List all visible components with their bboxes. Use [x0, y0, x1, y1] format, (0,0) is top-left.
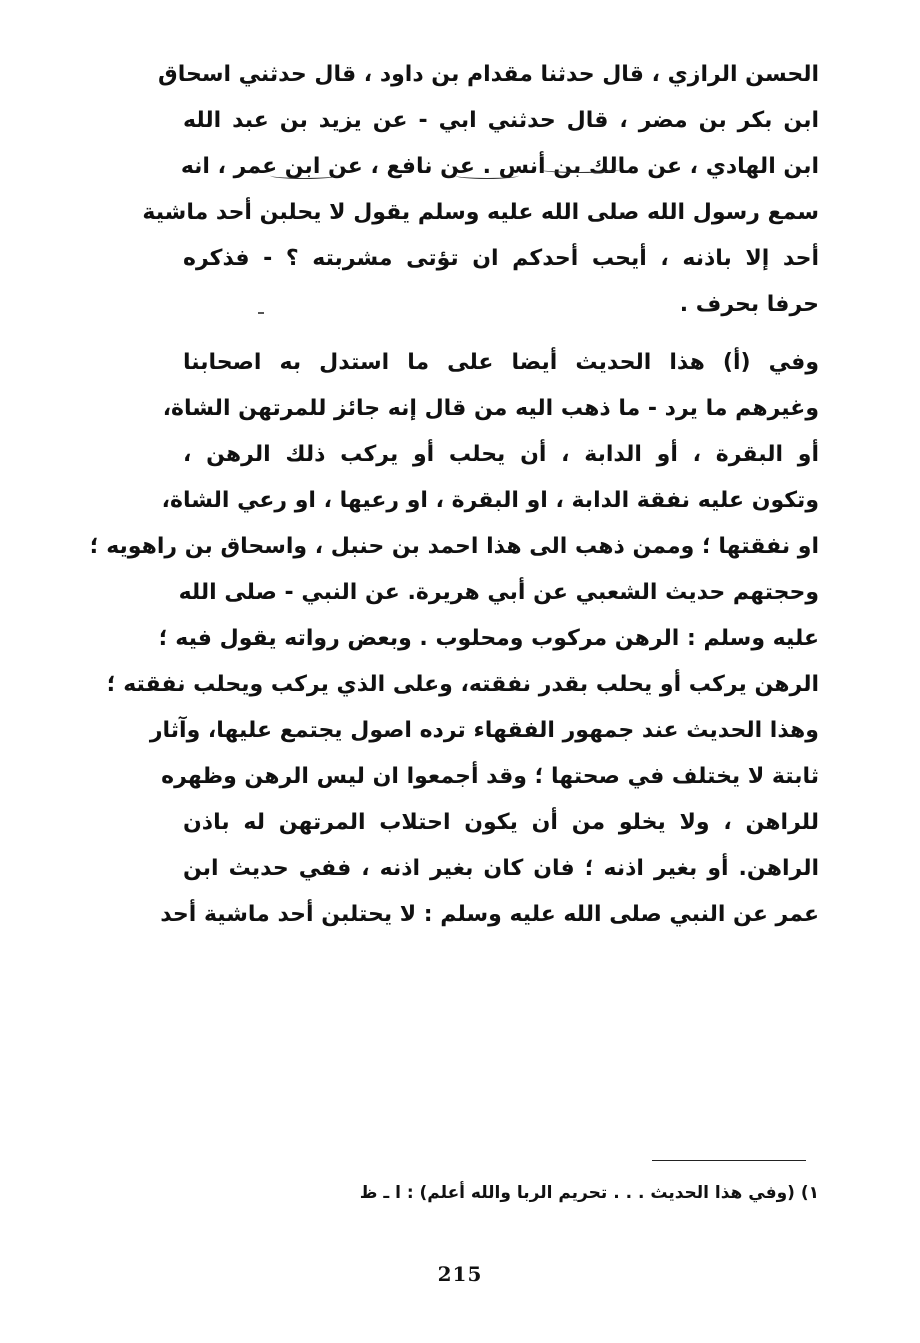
ink-speck: [258, 312, 264, 314]
text-line: او نفقتها ؛ وممن ذهب الى هذا احمد بن حنبل ، واسحاق بن راهويه ؛: [89, 534, 819, 559]
handwritten-underline: [540, 166, 620, 173]
footnote-separator: [652, 1160, 806, 1161]
text-line: وهذا الحديث عند جمهور الفقهاء ترده اصول يجتمع عليها، وآثار: [149, 718, 819, 743]
page-number: 215: [437, 1262, 483, 1286]
text-line: أحد إلا باذنه ، أيحب أحدكم ان تؤتى مشربته ؟ - فذكره: [183, 246, 819, 271]
text-line: للراهن ، ولا يخلو من أن يكون احتلاب المرتهن له باذن: [183, 810, 819, 835]
text-line: أو البقرة ، أو الدابة ، أن يحلب أو يركب ذلك الرهن ،: [183, 442, 819, 467]
text-line: ثابتة لا يختلف في صحتها ؛ وقد أجمعوا ان ليس الرهن وظهره: [161, 764, 819, 789]
text-line: الحسن الرازي ، قال حدثنا مقدام بن داود ، قال حدثني اسحاق: [158, 62, 819, 87]
text-line: ابن الهادي ، عن مالك بن أنس . عن نافع ، عن ابن عمر ، انه: [180, 154, 819, 179]
handwritten-underline: [455, 172, 519, 179]
text-line: وغيرهم ما يرد - ما ذهب اليه من قال إنه جائز للمرتهن الشاة،: [162, 396, 819, 421]
text-line: ابن بكر بن مضر ، قال حدثني ابي - عن يزيد بن عبد الله: [183, 108, 819, 133]
text-line: سمع رسول الله صلى الله عليه وسلم يقول لا يحلبن أحد ماشية: [142, 200, 819, 225]
handwritten-underline: [270, 172, 338, 179]
text-line: حرفا بحرف .: [679, 292, 819, 317]
text-line: عليه وسلم : الرهن مركوب ومحلوب . وبعض رواته يقول فيه ؛: [158, 626, 819, 651]
text-line: وحجتهم حديث الشعبي عن أبي هريرة. عن النبي - صلى الله: [178, 580, 819, 605]
text-line: عمر عن النبي صلى الله عليه وسلم : لا يحتلبن أحد ماشية أحد: [160, 902, 819, 927]
text-line: وفي (أ) هذا الحديث أيضا على ما استدل به اصحابنا: [183, 350, 819, 375]
footnote: ١) (وفي هذا الحديث . . . تحريم الربا والله أعلم) : ا ـ ظ: [359, 1183, 819, 1203]
paragraph-hadith-chain: [142, 52, 819, 328]
paragraph-commentary: [89, 340, 819, 938]
text-line: الراهن. أو بغير اذنه ؛ فان كان بغير اذنه ، ففي حديث ابن: [183, 856, 819, 881]
text-line: وتكون عليه نفقة الدابة ، او البقرة ، او رعيها ، او رعي الشاة،: [161, 488, 819, 513]
text-line: الرهن يركب أو يحلب بقدر نفقته، وعلى الذي يركب ويحلب نفقته ؛: [106, 672, 819, 697]
